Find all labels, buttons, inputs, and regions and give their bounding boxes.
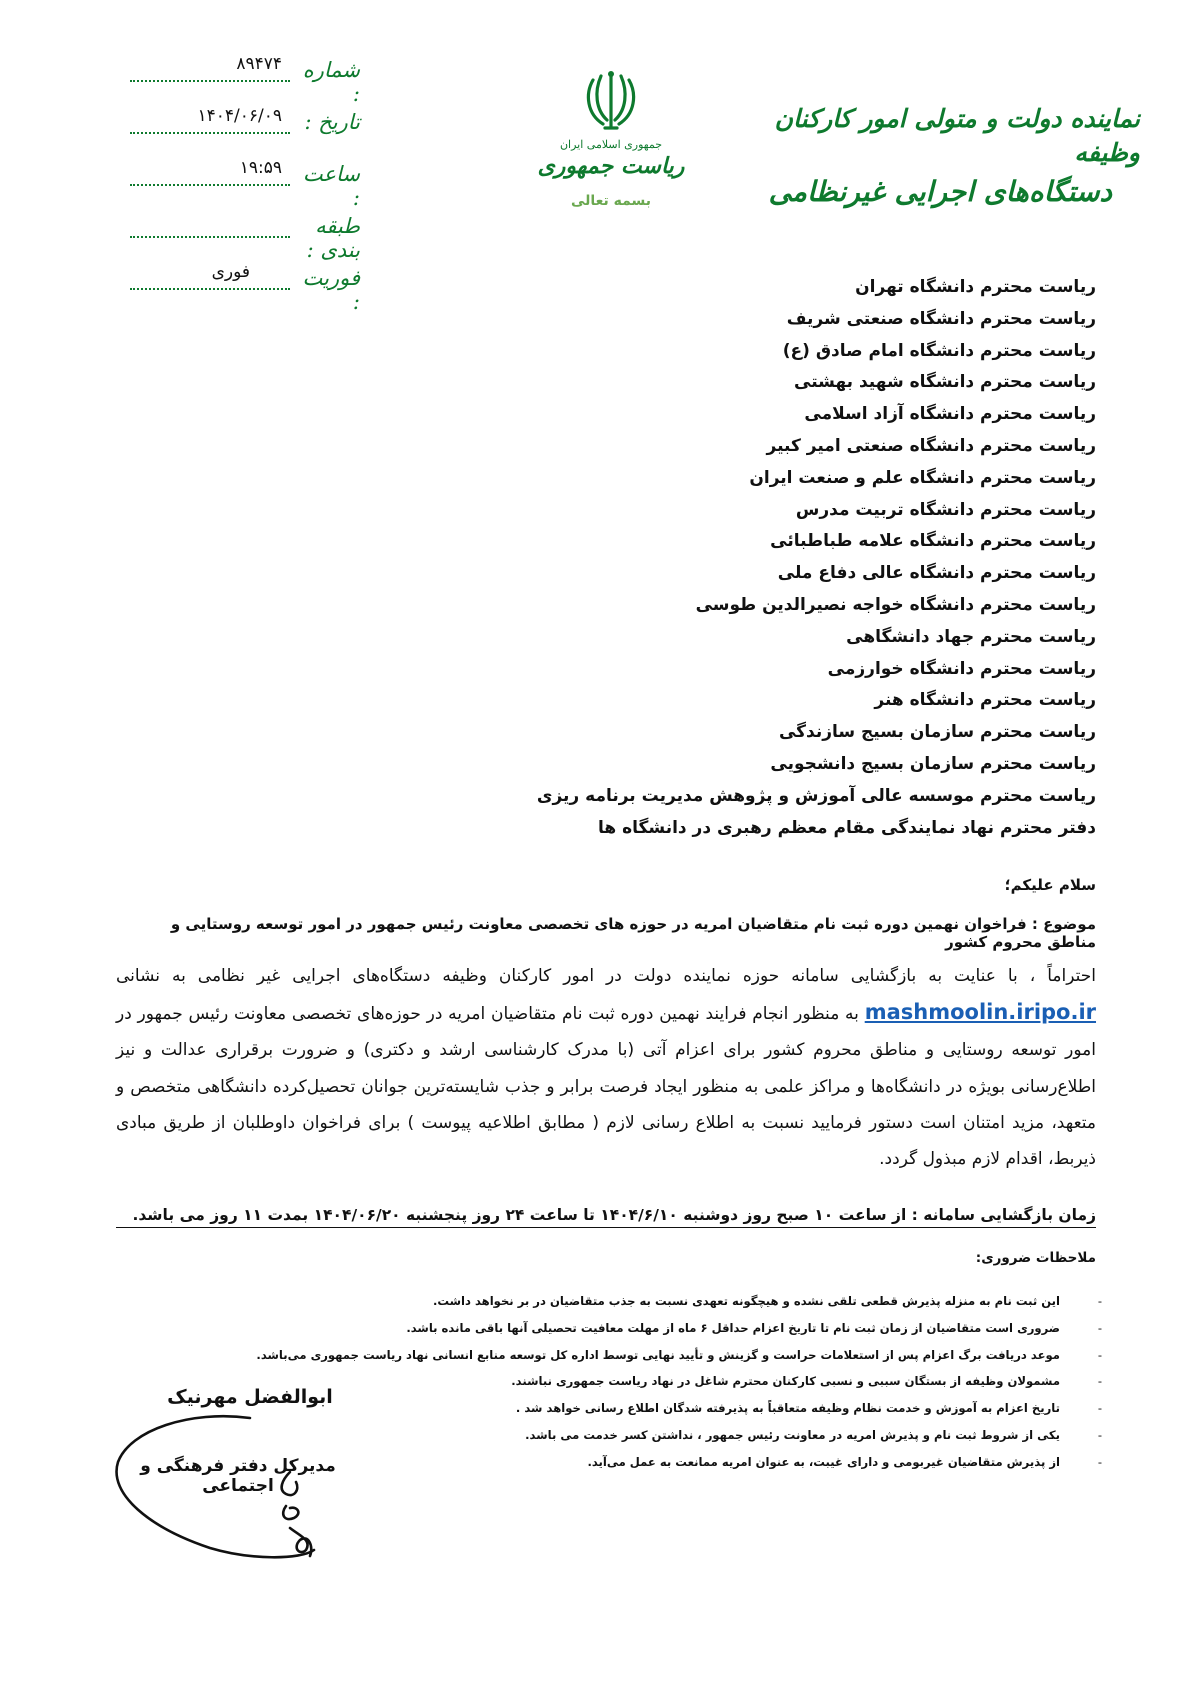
iran-emblem-icon xyxy=(583,70,639,132)
recipient-item: ریاست محترم سازمان بسیج دانشجویی xyxy=(770,753,1096,774)
meta-classification-label: طبقه بندی xyxy=(315,214,360,262)
registration-period: زمان بازگشایی سامانه : از ساعت ۱۰ صبح روز دوشنبه ۱۴۰۴/۶/۱۰ تا ساعت ۲۴ روز پنجشنبه ۱۴۰۴/۰۶/۲۰ بمدت ۱۱ روز می باشد. xyxy=(116,1206,1096,1228)
recipient-list xyxy=(236,272,1096,844)
website-link[interactable]: mashmoolin.iripo.ir xyxy=(864,1000,1097,1025)
issuer-heading xyxy=(740,102,1140,214)
meta-date-value: ۱۴۰۴/۰۶/۰۹ xyxy=(197,106,282,126)
note-text: یکی از شروط ثبت نام و پذیرش امریه در معاونت رئیس جمهور ، نداشتن کسر خدمت می باشد. xyxy=(525,1427,1060,1442)
letter-body xyxy=(116,958,1096,1177)
note-text: تاریخ اعزام به آموزش و خدمت نظام وظیفه متعاقباً به پذیرفته شدگان اطلاع رسانی خواهد شد . xyxy=(515,1401,1060,1416)
recipient-item: ریاست محترم دانشگاه هنر xyxy=(874,690,1096,711)
recipient-item: ریاست محترم دانشگاه شهید بهشتی xyxy=(794,372,1096,393)
note-item xyxy=(242,1315,1102,1342)
meta-time-value: ۱۹:۵۹ xyxy=(239,158,282,178)
note-item xyxy=(242,1342,1102,1369)
recipient-item: ریاست محترم دانشگاه صنعتی شریف xyxy=(786,308,1096,329)
note-item xyxy=(242,1422,1102,1449)
note-item xyxy=(242,1395,1102,1422)
government-emblem xyxy=(536,70,686,209)
meta-urgency: فوریت : فوری xyxy=(130,260,360,312)
dotted-line xyxy=(130,80,290,82)
meta-classification: طبقه بندی : xyxy=(130,208,360,260)
recipient-item: ریاست محترم دانشگاه خوارزمی xyxy=(827,658,1096,679)
letter-subject: موضوع : فراخوان نهمین دوره ثبت نام متقاضیان امریه در حوزه های تخصصی معاونت رئیس جمهور در امور توسعه روستایی و مناطق محروم کشور xyxy=(170,915,1096,951)
dotted-line xyxy=(130,236,290,238)
bullet-dash: - xyxy=(1097,1294,1102,1308)
body-text-part-2: به منظور انجام فرایند نهمین دوره ثبت نام متقاضیان امریه در حوزه‌های تخصصی معاونت رئیس جمهور در امور توسعه روستایی و مناطق محروم کشور برای اعزام آتی (با مدرک کارشناسی ارشد و دکتری) و ضرورت برقراری عدالت و نیز اطلاع‌رسانی بویژه در دانشگاه‌ها و مراکز علمی به منظور ایجاد فرصت برابر و جذب شایسته‌ترین جوانان تحصیل‌کرده دانشگاهی متخصص و متعهد، مزید امتنان است دستور فرمایید نسبت به اطلاع رسانی لازم ( مطابق اطلاعیه پیوست ) برای فراخوان داوطلبان از طریق مبادی ذیربط، اقدام لازم مبذول گردد. xyxy=(116,1004,1096,1170)
bullet-dash: - xyxy=(1097,1374,1102,1389)
meta-time: ساعت : ۱۹:۵۹ xyxy=(130,156,360,208)
recipient-item: ریاست محترم دانشگاه عالی دفاع ملی xyxy=(777,563,1096,584)
bullet-dash: - xyxy=(1097,1454,1102,1469)
note-item xyxy=(242,1449,1102,1476)
bullet-dash: - xyxy=(1097,1427,1102,1442)
note-text: از پذیرش متقاضیان غیربومی و دارای غیبت، به عنوان امریه ممانعت به عمل می‌آید. xyxy=(587,1454,1060,1469)
emblem-country-text: جمهوری اسلامی ایران xyxy=(559,138,663,151)
signer-title: مدیرکل دفتر فرهنگی و اجتماعی xyxy=(140,1456,336,1496)
note-text: ضروری است متقاضیان از زمان ثبت نام تا تاریخ اعزام حداقل ۶ ماه از مهلت معافیت تحصیلی آنها باقی مانده باشد. xyxy=(406,1320,1060,1335)
recipient-item: ریاست محترم جهاد دانشگاهی xyxy=(846,626,1096,647)
recipient-item: ریاست محترم دانشگاه صنعتی امیر کبیر xyxy=(766,435,1096,456)
note-item xyxy=(242,1288,1102,1315)
dotted-line xyxy=(130,184,290,186)
meta-time-label: ساعت xyxy=(302,162,360,186)
bullet-dash: - xyxy=(1097,1401,1102,1416)
recipient-item: ریاست محترم دانشگاه تربیت مدرس xyxy=(795,499,1096,520)
issuer-line-2: دستگاه‌های اجرایی غیرنظامی xyxy=(768,175,1112,208)
meta-number-value: ۸۹۴۷۴ xyxy=(236,54,282,74)
bismillah-text: بسمه تعالی xyxy=(570,193,652,209)
meta-urgency-label: فوریت xyxy=(302,266,360,290)
bullet-dash: - xyxy=(1097,1347,1102,1362)
meta-number-label: شماره xyxy=(302,58,360,82)
recipient-item: ریاست محترم دانشگاه علم و صنعت ایران xyxy=(749,467,1096,488)
note-text: این ثبت نام به منزله پذیرش قطعی تلقی نشده و هیچگونه تعهدی نسبت به جذب متقاضیان در بر نخواهد داشت. xyxy=(432,1294,1060,1308)
recipient-item: ریاست محترم دانشگاه آزاد اسلامی xyxy=(804,404,1096,425)
recipient-item: ریاست محترم موسسه عالی آموزش و پژوهش مدیریت برنامه ریزی xyxy=(536,785,1096,806)
recipient-item: ریاست محترم دانشگاه خواجه نصیرالدین طوسی xyxy=(695,594,1096,615)
emblem-presidency-text: ریاست جمهوری xyxy=(537,153,685,179)
notes-list xyxy=(242,1288,1102,1476)
greeting: سلام علیکم؛ xyxy=(1004,876,1096,894)
meta-urgency-value: فوری xyxy=(211,262,250,282)
recipient-item: ریاست محترم دانشگاه علامه طباطبائی xyxy=(770,531,1096,552)
note-text: مشمولان وظیفه از بستگان سببی و نسبی کارکنان محترم شاغل در نهاد ریاست جمهوری نباشند. xyxy=(511,1374,1060,1389)
signer-name: ابوالفضل مهرنیک xyxy=(167,1386,333,1408)
recipient-item: ریاست محترم دانشگاه تهران xyxy=(855,277,1096,297)
dotted-line xyxy=(130,132,290,134)
recipient-item: ریاست محترم سازمان بسیج سازندگی xyxy=(778,722,1096,743)
recipient-item: دفتر محترم نهاد نمایندگی مقام معظم رهبری در دانشگاه ها xyxy=(598,817,1096,838)
meta-number: شماره : ۸۹۴۷۴ xyxy=(130,52,360,104)
bullet-dash: - xyxy=(1097,1320,1102,1335)
note-text: موعد دریافت برگ اعزام پس از استعلامات حراست و گزینش و تأیید نهایی توسط اداره کل توسعه منابع انسانی نهاد ریاست جمهوری می‌باشد. xyxy=(256,1347,1060,1362)
note-item xyxy=(242,1368,1102,1395)
meta-date: تاریخ : ۱۴۰۴/۰۶/۰۹ xyxy=(130,104,360,156)
notes-title: ملاحظات ضروری: xyxy=(975,1250,1096,1266)
recipient-item: ریاست محترم دانشگاه امام صادق (ع) xyxy=(782,340,1096,361)
body-text-part-1: احتراماً ، با عنایت به بازگشایی سامانه حوزه نماینده دولت در امور کارکنان وظیفه دستگاه‌های اجرایی غیر نظامی به نشانی xyxy=(116,966,1096,986)
issuer-line-1: نماینده دولت و متولی امور کارکنان وظیفه xyxy=(774,104,1140,167)
meta-date-label: تاریخ xyxy=(318,110,360,134)
